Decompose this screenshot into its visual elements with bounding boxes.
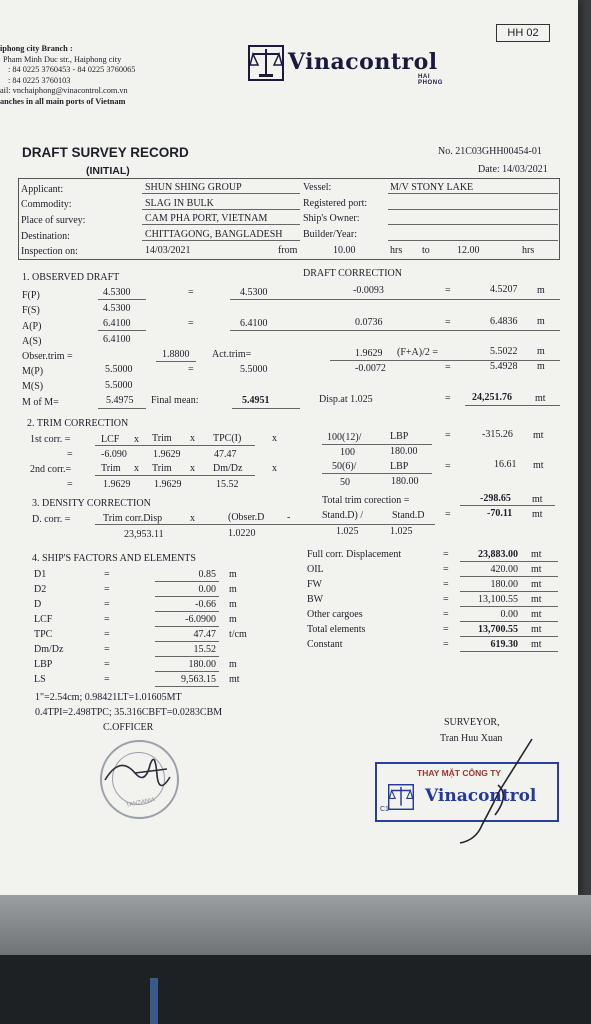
officer-label: C.OFFICER [103,722,154,733]
logo-wordmark: Vinacontrol [288,49,438,75]
stand-density-2: 1.025 [390,526,413,537]
fs-label: F(S) [22,305,40,316]
element-label: Other cargoes [307,609,363,620]
factor-label: D [34,599,42,610]
factor-value: -0.66 [195,599,216,610]
place-label: Place of survey: [21,215,86,226]
applicant-value: SHUN SHING GROUP [145,182,242,193]
ms-value: 5.5000 [105,380,133,391]
vinacontrol-logo [248,45,444,86]
dcorr-label: D. corr. = [32,514,71,525]
inspection-label: Inspection on: [21,246,78,257]
element-label: OIL [307,564,324,575]
ship-stamp-text: TANZANIA [125,797,156,809]
disp-label: Disp.at 1.025 [319,394,373,405]
first-corr-result: -315.26 [482,429,513,440]
from-value: 10.00 [333,245,356,256]
company-stamp-code: C1 [380,806,389,813]
equals-sign: = [104,599,110,610]
form-code: HH 02 [496,24,550,42]
factor-underline [155,596,219,597]
element-underline [460,621,558,622]
fp-value: 4.5300 [103,287,131,298]
equals-sign: = [104,674,110,685]
m-correction: -0.0072 [355,363,386,374]
factor-underline [155,611,219,612]
factor-value: 0.00 [198,584,216,595]
element-value: 0.00 [500,609,518,620]
trim-trim: 1.9629 [153,449,181,460]
element-value: 23,883.00 [478,549,518,560]
factor-value: 9,563.15 [181,674,216,685]
conversion-note-1: 1"=2.54cm; 0.98421LT=1.01605MT [35,692,182,703]
element-underline [460,576,558,577]
factor-unit: m [229,614,237,625]
record-date: Date: 14/03/2021 [478,164,548,175]
company-stamp-heading: THAY MẶT CÔNG TY [417,768,502,778]
builder-label: Builder/Year: [303,229,357,240]
factor-label: LBP [34,659,53,670]
equals-sign: = [104,629,110,640]
trim-2: 1.9629 [103,479,131,490]
element-label: Total elements [307,624,366,635]
equals-sign: = [443,579,449,590]
mofm-value: 5.4975 [106,395,134,406]
company-stamp-wordmark: Vinacontrol [425,786,537,806]
ap-value: 6.4100 [103,318,131,329]
factor-underline [155,671,219,672]
trim-lbp2: 180.00 [391,476,419,487]
equals-sign: = [443,594,449,605]
page-title: DRAFT SURVEY RECORD [22,145,189,160]
equals-sign: = [104,659,110,670]
factor-label: LCF [34,614,53,625]
mp-label: M(P) [22,366,44,377]
to-label: to [422,245,430,256]
factor-underline [155,641,219,642]
acttrim-value: 1.9629 [355,348,383,359]
factors-heading: 4. SHIP'S FACTORS AND ELEMENTS [32,553,196,564]
draft-correction-heading: DRAFT CORRECTION [303,268,402,279]
fs-value: 4.5300 [103,303,131,314]
equals-sign: = [443,624,449,635]
element-value: 13,100.55 [478,594,518,605]
fa2-label: (F+A)/2 = [397,347,439,358]
element-label: Constant [307,639,343,650]
disp-value: 24,251.76 [472,392,512,403]
element-unit: mt [531,609,542,620]
element-unit: mt [531,564,542,575]
total-trim-value: -298.65 [480,493,511,504]
factor-unit: m [229,569,237,580]
equals-sign: = [443,549,449,560]
m-mean-value: 5.5000 [240,364,268,375]
f-corrected: 4.5207 [490,284,518,295]
ap-label: A(P) [22,321,42,332]
obstrim-label: Obser.trim = [22,351,73,362]
as-label: A(S) [22,336,42,347]
f-mean-value: 4.5300 [240,287,268,298]
first-corr-label: 1st corr. = [30,434,71,445]
element-value: 420.00 [490,564,518,575]
commodity-label: Commodity: [21,199,72,210]
element-value: 13,700.55 [478,624,518,635]
a-mean-value: 6.4100 [240,318,268,329]
factor-unit: t/cm [229,629,247,640]
equals-sign: = [443,639,449,650]
dcorr-value: -70.11 [487,508,513,519]
element-underline [460,606,558,607]
obstrim-value: 1.8800 [162,349,190,360]
surveyor-signature [440,735,550,850]
finalmean-value: 5.4951 [242,395,270,406]
conversion-note-2: 0.4TPI=2.498TPC; 35.316CBFT=0.0283CBM [35,707,223,718]
fa2-value: 5.5022 [490,346,518,357]
element-underline [460,636,558,637]
logo-subtitle: HAI PHONG [418,74,444,86]
element-unit: mt [531,639,542,650]
trim-tpc: 47.47 [214,449,237,460]
destination-value: CHITTAGONG, BANGLADESH [145,229,283,240]
trim-heading: 2. TRIM CORRECTION [27,418,129,429]
branch-email: ail: vnchaiphong@vinacontrol.com.vn [0,86,128,95]
a-corrected: 6.4836 [490,316,518,327]
observed-heading: 1. OBSERVED DRAFT [22,272,120,283]
element-underline [460,651,558,652]
branch-tel: : 84 0225 3760453 - 84 0225 3760065 [8,65,136,74]
factor-unit: m [229,659,237,670]
factor-unit: m [229,599,237,610]
factor-unit: mt [229,674,240,685]
desk-edge [0,955,591,1024]
to-value: 12.00 [457,245,480,256]
total-trim-label: Total trim corection = [322,495,410,506]
finalmean-label: Final mean: [151,395,199,406]
branch-ports: anches in all main ports of Vietnam [0,96,126,106]
blue-object [150,978,158,1024]
from-label: from [278,245,298,256]
fp-label: F(P) [22,290,40,301]
trim-dmdz: 15.52 [216,479,239,490]
element-label: Full corr. Displacement [307,549,402,560]
element-unit: mt [531,549,542,560]
second-corr-result: 16.61 [494,459,517,470]
element-label: BW [307,594,324,605]
factor-label: Dm/Dz [34,644,64,655]
second-corr-label: 2nd corr.= [30,464,72,475]
equals-sign: = [104,614,110,625]
factor-label: TPC [34,629,53,640]
equals-sign: = [104,569,110,580]
factor-value: 15.52 [193,644,216,655]
inspection-value: 14/03/2021 [145,245,191,256]
scales-icon [387,784,415,810]
desk-surface [0,895,591,955]
owner-label: Ship's Owner: [303,213,360,224]
mp-value: 5.5000 [105,364,133,375]
hrs-label: hrs [390,245,403,256]
stand-density: 1.025 [336,526,359,537]
surveyor-name: Tran Huu Xuan [440,733,503,744]
element-value: 619.30 [490,639,518,650]
trim-3: 1.9629 [154,479,182,490]
applicant-label: Applicant: [21,184,64,195]
mofm-label: M of M= [22,397,59,408]
commodity-value: SLAG IN BULK [145,198,214,209]
factor-value: 180.00 [188,659,216,670]
f-correction: -0.0093 [353,285,384,296]
factor-label: LS [34,674,46,685]
equals-sign: = [104,644,110,655]
place-value: CAM PHA PORT, VIETNAM [145,213,268,224]
trimcorr-value: 23,953.11 [124,529,164,540]
element-underline [460,561,558,562]
element-unit: mt [531,594,542,605]
element-underline [460,591,558,592]
branch-fax: : 84 0225 3760103 [8,75,71,85]
branch-name: iphong city Branch : [0,44,73,53]
trim-lbp: 180.00 [390,446,418,457]
factor-unit: m [229,584,237,595]
a-correction: 0.0736 [355,317,383,328]
vessel-label: Vessel: [303,182,332,193]
element-unit: mt [531,579,542,590]
officer-signature [95,745,195,805]
as-value: 6.4100 [103,334,131,345]
record-number: No. 21C03GHH00454-01 [438,146,542,157]
factor-underline [155,626,219,627]
draft-survey-document: HH 02 iphong city Branch : Pham Minh Duc str., Haiphong city : 84 0225 3760453 - 84 0225 3760065 : 84 0225 3760103 ail: vnchaiphong@vinacontrol.com.vn anches in all main ports of Vietnam Vinacontrol HAI PHONG DRAFT SURVEY RECORD (INITIAL) No. 21C03GHH00454-01 Date: 14/03/2021 Applicant: SHUN SHING GROUP Commodity: SLAG IN BULK Place of survey: CAM PHA PORT, VIETNAM Destination: CHITTAGONG, BANGLADESH Inspection on: 14/03/2021 from 10.00 hrs to 12.00 hrs Vessel: M/V STONY LAKE Registered port: Ship's Owner: Builder/Year: 1. OBSERVED DRAFT DRAFT CORRECTION F(P) 4.5300 = 4.5300 -0.0093 = 4.5207 m F(S) 4.5300 A(P) 6.4100 = 6.4100 0.0736 = 6.4836 m A(S) 6.4100 Obser.trim = 1.8800 Act.trim= 1.9629 (F+A)/2 = 5.5022 m M(P) 5.5000 = 5.5000 -0.0072 = 5.4928 m M(S) 5.5000 M of M= 5.4975 Final mean: 5.4951 Disp.at 1.025 = 24,251.76 mt 2. TRIM CORRECTION 1st corr. = LCF x Trim x TPC(I) x 100(12)/ LBP = -315.26 mt = -6.090 1.9629 47.47 100 180.00 2nd corr.= Trim x Trim x Dm/Dz x 50(6)/ LBP = 16.61 mt = 1.9629 1.9629 15.52 50 180.00 3. DENSITY CORRECTION Total trim corection = -298.65 mt D. corr. = Trim corr.Disp x (Obser.D - Stand.D) / Stand.D = -70.11 mt 23,953.11 1.0220 1.025 1.025 4. SHIP'S FACTORS AND ELEMENTS D1 = 0.85 m D2 = 0.00 m D = -0.66 m LCF = -6.0900 m TPC = 47.47 t/cm Dm/Dz = 15.52 LBP = 180.00 m LS = 9,563.15 mt Full corr. Displacement = 23,883.00 mt OIL = 420.00 mt FW = 180.00 mt BW = 13,100.55 mt Other cargoes = 0.00 mt Total elements = 13,700.55 mt Constant = 619.30 mt 1"=2.54cm; 0.98421LT=1.01605MT 0.4TPI=2.498TPC; 35.316CBFT=0.0283CBM C.OFFICER SURVEYOR, Tran Huu Xuan TANZANIA THAY MẶT CÔNG TY Vinacontrol C1 [0,0,578,895]
vessel-value: M/V STONY LAKE [390,182,474,193]
element-value: 180.00 [490,579,518,590]
element-label: FW [307,579,322,590]
equals-sign: = [443,609,449,620]
factor-underline [155,686,219,687]
branch-address: Pham Minh Duc str., Haiphong city [3,54,122,64]
obs-density: 1.0220 [228,528,256,539]
factor-underline [155,581,219,582]
factor-value: -6.0900 [185,614,216,625]
hrs-label: hrs [522,245,535,256]
ms-label: M(S) [22,381,44,392]
equals-sign: = [104,584,110,595]
destination-label: Destination: [21,231,70,242]
element-unit: mt [531,624,542,635]
density-heading: 3. DENSITY CORRECTION [32,498,151,509]
factor-underline [155,656,219,657]
page-subtitle: (INITIAL) [86,165,130,177]
branch-info [0,44,135,107]
m-corrected: 5.4928 [490,361,518,372]
factor-label: D2 [34,584,47,595]
factor-label: D1 [34,569,47,580]
factor-value: 47.47 [193,629,216,640]
factor-value: 0.85 [198,569,216,580]
surveyor-label: SURVEYOR, [444,717,500,728]
scales-icon [248,45,284,81]
regport-label: Registered port: [303,198,368,209]
trim-lcf: -6.090 [101,449,127,460]
equals-sign: = [443,564,449,575]
acttrim-label: Act.trim= [212,349,252,360]
